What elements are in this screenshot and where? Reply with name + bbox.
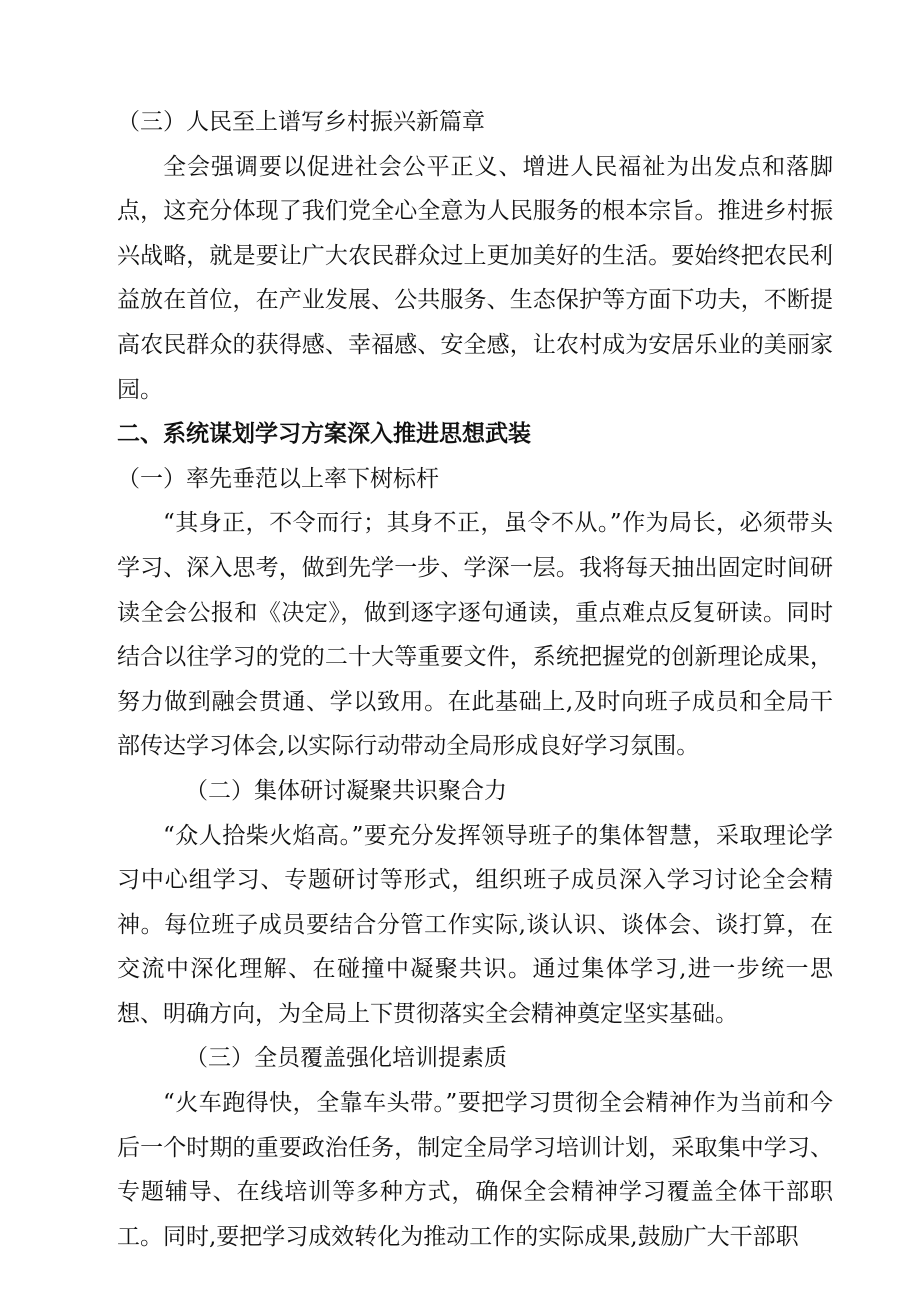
sub-heading-people-first: （三）人民至上谱写乡村振兴新篇章 [117, 109, 485, 135]
sub-heading-full-coverage-training: （三）全员覆盖强化培训提素质 [185, 1045, 507, 1072]
paragraph-lead-by-example: “其身正，不令而行；其身不正，虽令不从。”作为局长，必须带头学习、深入思考，做到先学一步、学深一层。我将每天抽出固定时间研读全会公报和《决定》，做到逐字逐句通读，重点难点反复研读。同时结合以往学习的党的二十大等重要文件，系统把握党的创新理论成果，努力做到融会贯通、学以致用。在此基础上,及时向班子成员和全局干部传达学习体会,以实际行动带动全局形成良好学习氛围。 [117, 510, 833, 760]
sub-heading-collective-study: （二）集体研讨凝聚共识聚合力 [185, 777, 507, 804]
section-heading-study-plan: 二、系统谋划学习方案深入推进思想武装 [117, 420, 531, 448]
paragraph-plenary-people-wellbeing: 全会强调要以促进社会公平正义、增进人民福祉为出发点和落脚点，这充分体现了我们党全心全意为人民服务的根本宗旨。推进乡村振兴战略，就是要让广大农民群众过上更加美好的生活。要始终把农民利益放在首位，在产业发展、公共服务、生态保护等方面下功夫，不断提高农民群众的获得感、幸福感、安全感，让农村成为安居乐业的美丽家园。 [117, 153, 833, 403]
paragraph-collective-study: “众人拾柴火焰高。”要充分发挥领导班子的集体智慧，采取理论学习中心组学习、专题研讨等形式，组织班子成员深入学习讨论全会精神。每位班子成员要结合分管工作实际,谈认识、谈体会、谈打算，在交流中深化理解、在碰撞中凝聚共识。通过集体学习,进一步统一思想、明确方向，为全局上下贯彻落实全会精神奠定坚实基础。 [117, 822, 833, 1027]
document-body [117, 100, 833, 1259]
paragraph-full-coverage-training: “火车跑得快，全靠车头带。”要把学习贯彻全会精神作为当前和今后一个时期的重要政治任务，制定全局学习培训计划，采取集中学习、专题辅导、在线培训等多种方式，确保全会精神学习覆盖全体干部职工。同时,要把学习成效转化为推动工作的实际成果,鼓励广大干部职 [117, 1090, 833, 1250]
sub-heading-lead-by-example: （一）率先垂范以上率下树标杆 [117, 465, 439, 492]
